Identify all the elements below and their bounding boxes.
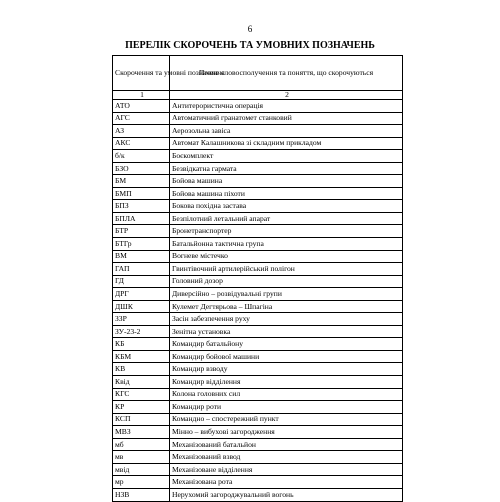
table-row bbox=[113, 288, 403, 301]
table-body bbox=[113, 100, 403, 502]
full-term-cell: Бойова машина піхоти bbox=[170, 187, 403, 200]
column-number: 1 bbox=[113, 91, 170, 100]
full-term-cell: Гвинтівочний артилерійський полігон bbox=[170, 263, 403, 276]
abbreviation-cell: АГС bbox=[113, 112, 170, 125]
header-abbreviation: Скорочення та умовні позначення bbox=[113, 56, 170, 91]
abbreviation-cell: Квід bbox=[113, 376, 170, 389]
table-row bbox=[113, 338, 403, 351]
full-term-cell: Бокова похідна застава bbox=[170, 200, 403, 213]
full-term-cell: Командно – спостережний пункт bbox=[170, 413, 403, 426]
page-number: 6 bbox=[247, 24, 253, 34]
table-row bbox=[113, 162, 403, 175]
abbreviation-cell: БЗО bbox=[113, 162, 170, 175]
table-row bbox=[113, 100, 403, 113]
table-row bbox=[113, 200, 403, 213]
full-term-cell: Бронетранспортер bbox=[170, 225, 403, 238]
abbreviation-cell: БМ bbox=[113, 175, 170, 188]
table-row bbox=[113, 125, 403, 138]
abbreviation-cell: мр bbox=[113, 476, 170, 489]
table-row bbox=[113, 137, 403, 150]
page-title: ПЕРЕЛІК СКОРОЧЕНЬ ТА УМОВНИХ ПОЗНАЧЕНЬ bbox=[125, 40, 375, 51]
abbreviation-cell: ДШК bbox=[113, 300, 170, 313]
abbreviation-cell: БТР bbox=[113, 225, 170, 238]
table-row bbox=[113, 488, 403, 501]
table-row bbox=[113, 451, 403, 464]
abbreviation-cell: БТГр bbox=[113, 238, 170, 251]
table-row bbox=[113, 401, 403, 414]
abbreviation-cell: ДРГ bbox=[113, 288, 170, 301]
table-row bbox=[113, 225, 403, 238]
abbreviation-cell: мвід bbox=[113, 463, 170, 476]
full-term-cell: Зенітна установка bbox=[170, 325, 403, 338]
full-term-cell: Командир бойової машини bbox=[170, 350, 403, 363]
abbreviation-cell: КР bbox=[113, 401, 170, 414]
full-term-cell: Командир батальйону bbox=[170, 338, 403, 351]
table-row bbox=[113, 325, 403, 338]
full-term-cell: Командир взводу bbox=[170, 363, 403, 376]
abbreviation-cell: КВ bbox=[113, 363, 170, 376]
header-full-term: Повне словосполучення та поняття, що скорочуються bbox=[170, 56, 403, 91]
abbreviation-cell: КГС bbox=[113, 388, 170, 401]
abbreviation-cell: БПЛА bbox=[113, 212, 170, 225]
full-term-cell: Механізована рота bbox=[170, 476, 403, 489]
abbreviation-cell: ВМ bbox=[113, 250, 170, 263]
table-row bbox=[113, 175, 403, 188]
table-row bbox=[113, 300, 403, 313]
abbreviations-table bbox=[112, 55, 403, 502]
full-term-cell: Кулемет Дегтярьова – Шпагіна bbox=[170, 300, 403, 313]
table-row bbox=[113, 112, 403, 125]
full-term-cell: Диверсійно – розвідувальні групи bbox=[170, 288, 403, 301]
full-term-cell: Командир роти bbox=[170, 401, 403, 414]
abbreviation-cell: АТО bbox=[113, 100, 170, 113]
table-row bbox=[113, 212, 403, 225]
full-term-cell: Бойова машина bbox=[170, 175, 403, 188]
table-row bbox=[113, 150, 403, 163]
full-term-cell: Автомат Калашникова зі складним прикладом bbox=[170, 137, 403, 150]
abbreviation-cell: АКС bbox=[113, 137, 170, 150]
abbreviation-cell: КБ bbox=[113, 338, 170, 351]
table-header-row bbox=[113, 56, 403, 91]
abbreviation-cell: ГД bbox=[113, 275, 170, 288]
full-term-cell: Антитерористична операція bbox=[170, 100, 403, 113]
full-term-cell: Механізований батальйон bbox=[170, 438, 403, 451]
full-term-cell: Головний дозор bbox=[170, 275, 403, 288]
abbreviation-cell: ЗЗР bbox=[113, 313, 170, 326]
table-row bbox=[113, 187, 403, 200]
abbreviation-cell: ЗУ-23-2 bbox=[113, 325, 170, 338]
full-term-cell: Механізований взвод bbox=[170, 451, 403, 464]
table-row bbox=[113, 426, 403, 439]
full-term-cell: Аерозольна завіса bbox=[170, 125, 403, 138]
abbreviation-cell: б/к bbox=[113, 150, 170, 163]
table-row bbox=[113, 250, 403, 263]
full-term-cell: Засін забезпечення руху bbox=[170, 313, 403, 326]
table-row bbox=[113, 463, 403, 476]
full-term-cell: Нерухомий загороджувальний вогонь bbox=[170, 488, 403, 501]
abbreviation-cell: КБМ bbox=[113, 350, 170, 363]
full-term-cell: Автоматичний гранатомет станковий bbox=[170, 112, 403, 125]
full-term-cell: Колона головних сил bbox=[170, 388, 403, 401]
full-term-cell: Безпілотний летальний апарат bbox=[170, 212, 403, 225]
abbreviation-cell: КСП bbox=[113, 413, 170, 426]
table-row bbox=[113, 438, 403, 451]
full-term-cell: Безвідкатна гармата bbox=[170, 162, 403, 175]
full-term-cell: Механізоване відділення bbox=[170, 463, 403, 476]
column-number-row bbox=[113, 91, 403, 100]
table-row bbox=[113, 263, 403, 276]
table-row bbox=[113, 275, 403, 288]
table-row bbox=[113, 476, 403, 489]
table-row bbox=[113, 313, 403, 326]
full-term-cell: Батальйонна тактична група bbox=[170, 238, 403, 251]
full-term-cell: Мінно – вибухові загородження bbox=[170, 426, 403, 439]
table-row bbox=[113, 363, 403, 376]
table-row bbox=[113, 413, 403, 426]
abbreviation-cell: АЗ bbox=[113, 125, 170, 138]
table-row bbox=[113, 388, 403, 401]
column-number: 2 bbox=[170, 91, 403, 100]
abbreviation-cell: НЗВ bbox=[113, 488, 170, 501]
abbreviation-cell: мб bbox=[113, 438, 170, 451]
abbreviation-cell: БМП bbox=[113, 187, 170, 200]
full-term-cell: Боєкомплект bbox=[170, 150, 403, 163]
abbreviation-cell: ГАП bbox=[113, 263, 170, 276]
abbreviation-cell: МВЗ bbox=[113, 426, 170, 439]
full-term-cell: Вогневе містечко bbox=[170, 250, 403, 263]
table-row bbox=[113, 350, 403, 363]
abbreviation-cell: мв bbox=[113, 451, 170, 464]
table-row bbox=[113, 376, 403, 389]
full-term-cell: Командир відділення bbox=[170, 376, 403, 389]
table-row bbox=[113, 238, 403, 251]
abbreviation-cell: БПЗ bbox=[113, 200, 170, 213]
